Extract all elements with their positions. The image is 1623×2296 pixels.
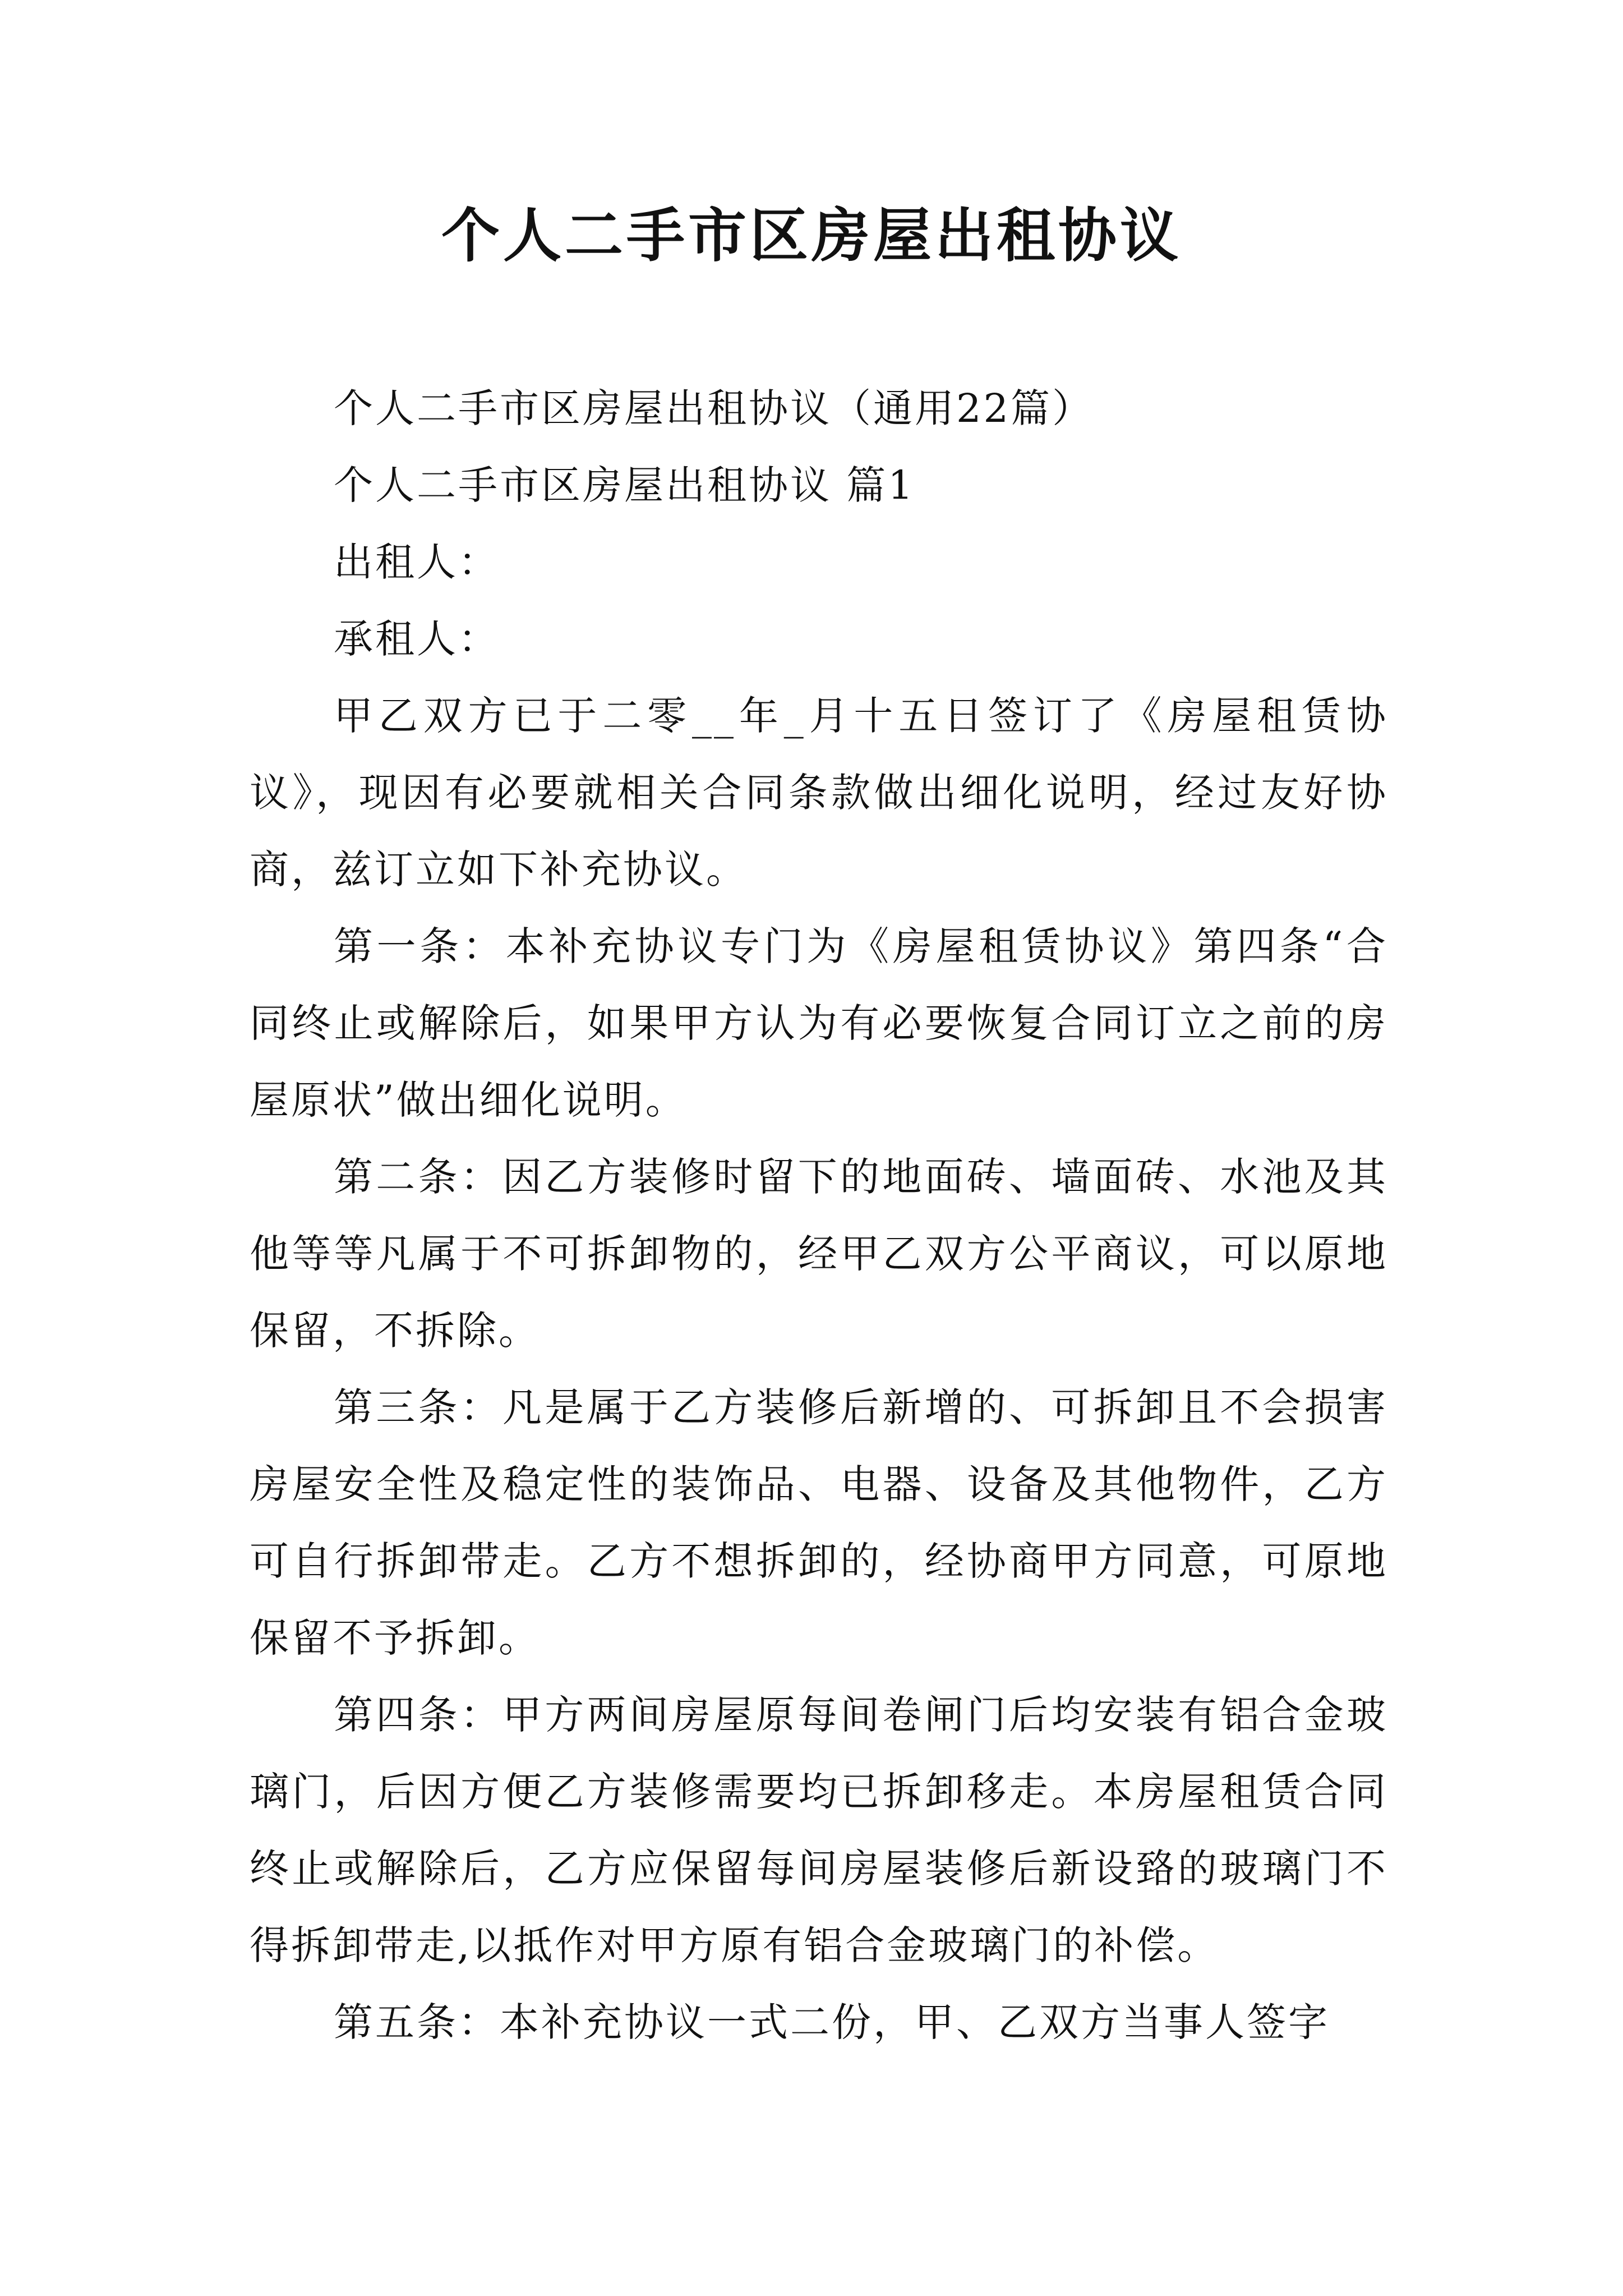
- paragraph-subtitle: 个人二手市区房屋出租协议（通用22篇）: [334, 385, 1094, 431]
- paragraph-article-3: 第三条：凡是属于乙方装修后新增的、可拆卸且不会损害房屋安全性及稳定性的装饰品、电器、设备及其他物件，乙方可自行拆卸带走。乙方不想拆卸的，经协商甲方同意，可原地保留不予拆卸。: [250, 1384, 1388, 1661]
- document-title: 个人二手市区房屋出租协议: [441, 201, 1182, 270]
- paragraph-lessee: 承租人：: [334, 616, 500, 662]
- paragraph-article-1: 第一条：本补充协议专门为《房屋租赁协议》第四条“合同终止或解除后，如果甲方认为有必要恢复合同订立之前的房屋原状”做出细化说明。: [250, 923, 1388, 1123]
- paragraph-article-4: 第四条：甲方两间房屋原每间卷闸门后均安装有铝合金玻璃门，后因方便乙方装修需要均已拆卸移走。本房屋租赁合同终止或解除后，乙方应保留每间房屋装修后新设臵的玻璃门不得拆卸带走,以抵作对甲方原有铝合金玻璃门的补偿。: [250, 1692, 1388, 1968]
- paragraph-section-heading: 个人二手市区房屋出租协议 篇1: [334, 462, 915, 508]
- document-body: [250, 370, 1388, 2061]
- paragraph-intro: 甲乙双方已于二零__年_月十五日签订了《房屋租赁协议》，现因有必要就相关合同条款做出细化说明，经过友好协商，兹订立如下补充协议。: [250, 693, 1388, 892]
- paragraph-article-2: 第二条：因乙方装修时留下的地面砖、墙面砖、水池及其他等等凡属于不可拆卸物的，经甲乙双方公平商议，可以原地保留，不拆除。: [250, 1154, 1388, 1354]
- paragraph-lessor: 出租人：: [334, 539, 500, 585]
- paragraph-article-5: 第五条：本补充协议一式二份，甲、乙双方当事人签字: [334, 1999, 1330, 2045]
